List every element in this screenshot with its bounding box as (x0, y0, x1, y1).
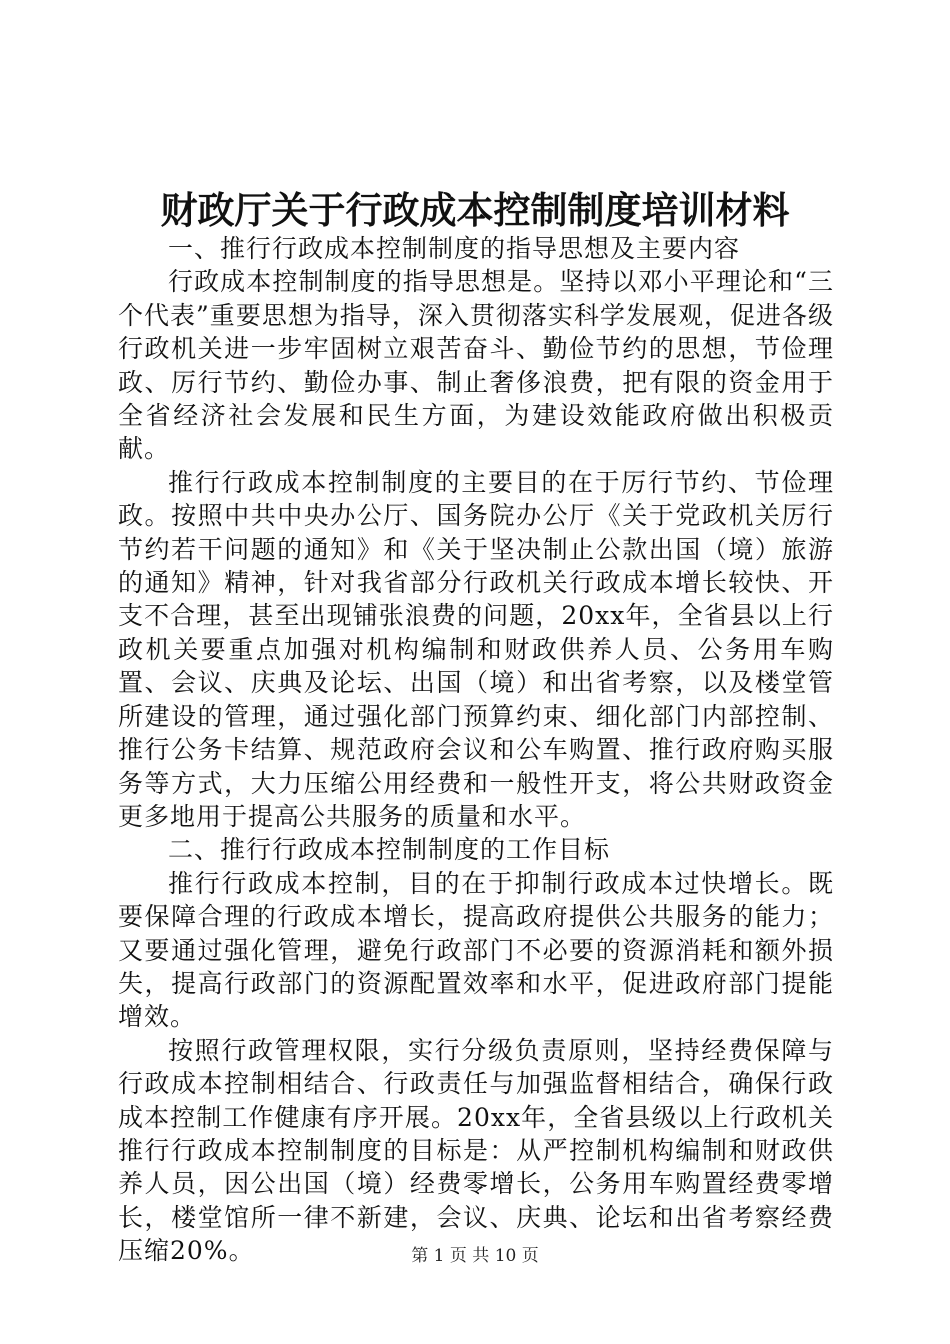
paragraph-main-purpose: 推行行政成本控制制度的主要目的在于厉行节约、节俭理政。按照中共中央办公厅、国务院办公厅《关于党政机关厉行节约若干问题的通知》和《关于坚决制止公款出国（境）旅游的通知》精神，针对我省部分行政机关行政成本增长较快、开支不合理，甚至出现铺张浪费的问题，20xx年，全省县以上行政机关要重点加强对机构编制和财政供养人员、公务用车购置、会议、庆典及论坛、出国（境）和出省考察，以及楼堂管所建设的管理，通过强化部门预算约束、细化部门内部控制、推行公务卡结算、规范政府会议和公车购置、推行政府购买服务等方式，大力压缩公用经费和一般性开支，将公共财政资金更多地用于提高公共服务的质量和水平。 (118, 467, 834, 831)
section-heading-1: 一、推行行政成本控制制度的指导思想及主要内容 (168, 234, 741, 263)
paragraph-control-aim: 推行行政成本控制，目的在于抑制行政成本过快增长。既要保障合理的行政成本增长，提高政府提供公共服务的能力；又要通过强化管理，避免行政部门不必要的资源消耗和额外损失，提高行政部门的资源配置效率和水平，促进政府部门提能增效。 (118, 868, 834, 1032)
section-heading-2: 二、推行行政成本控制制度的工作目标 (168, 835, 611, 865)
page-footer: 第 1 页 共 10 页 (411, 1246, 539, 1266)
paragraph-targets: 按照行政管理权限，实行分级负责原则，坚持经费保障与行政成本控制相结合、行政责任与加强监督相结合，确保行政成本控制工作健康有序开展。20xx年，全省县级以上行政机关推行行政成本控制制度的目标是：从严控制机构编制和财政供养人员，因公出国（境）经费零增长，公务用车购置经费零增长，楼堂馆所一律不新建，会议、庆典、论坛和出省考察经费压缩20%。 (118, 1035, 834, 1266)
paragraph-guiding-ideology: 行政成本控制制度的指导思想是。坚持以邓小平理论和“三个代表”重要思想为指导，深入贯彻落实科学发展观，促进各级行政机关进一步牢固树立艰苦奋斗、勤俭节约的思想，节俭理政、厉行节约、勤俭办事、制止奢侈浪费，把有限的资金用于全省经济社会发展和民生方面，为建设效能政府做出积极贡献。 (118, 267, 834, 464)
document-title: 财政厅关于行政成本控制制度培训材料 (160, 188, 790, 232)
document-body (118, 232, 834, 1268)
